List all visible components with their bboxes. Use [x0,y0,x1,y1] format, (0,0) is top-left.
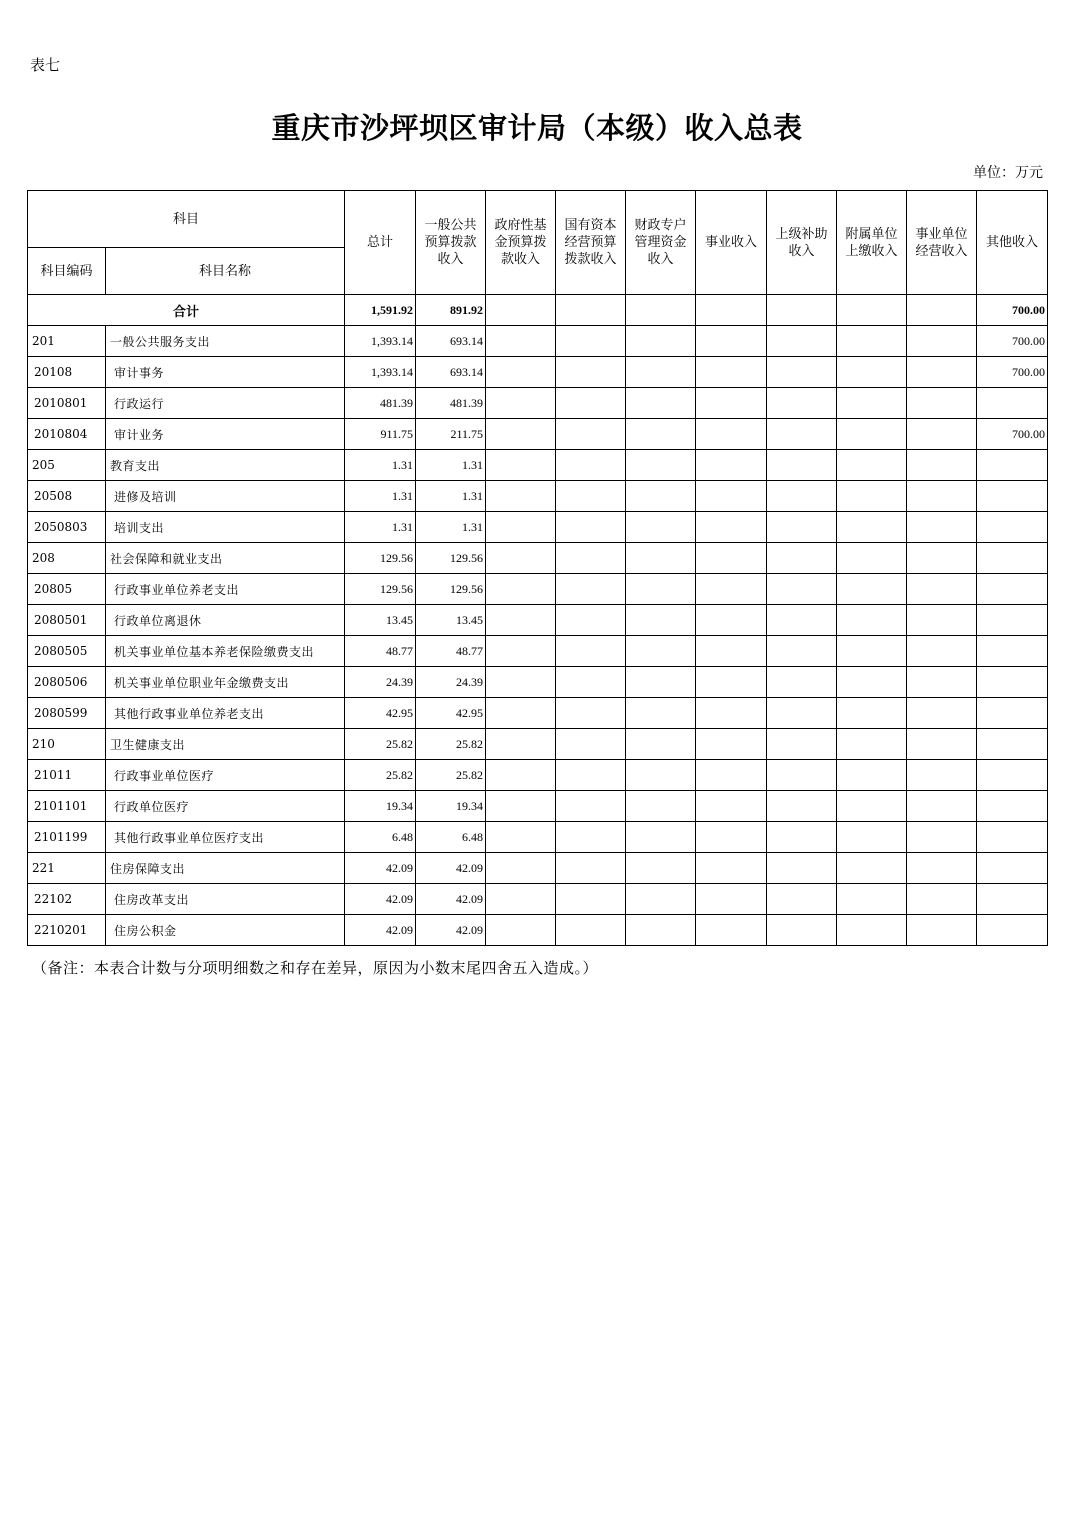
row-state-capital [556,760,626,791]
row-general-budget: 129.56 [416,543,486,574]
row-total: 42.09 [345,915,416,946]
row-other [977,915,1048,946]
row-gov-fund [486,419,556,450]
row-operating [907,419,977,450]
row-special-fund [626,357,696,388]
row-general-budget: 25.82 [416,729,486,760]
row-business [696,326,767,357]
row-operating [907,884,977,915]
row-gov-fund [486,729,556,760]
row-affiliated [837,388,907,419]
row-total: 1.31 [345,450,416,481]
row-gov-fund [486,450,556,481]
row-state-capital [556,915,626,946]
row-general-budget: 481.39 [416,388,486,419]
row-name: 一般公共服务支出 [106,326,345,357]
header-state-capital: 国有资本经营预算拨款收入 [556,191,626,295]
table-row [28,636,1048,667]
row-state-capital [556,605,626,636]
table-row [28,791,1048,822]
row-name: 住房公积金 [106,915,345,946]
row-name: 培训支出 [106,512,345,543]
row-business [696,667,767,698]
totals-superior-subsidy [767,295,837,326]
row-general-budget: 211.75 [416,419,486,450]
row-state-capital [556,450,626,481]
row-superior-subsidy [767,636,837,667]
row-gov-fund [486,636,556,667]
row-special-fund [626,729,696,760]
row-other [977,822,1048,853]
row-superior-subsidy [767,667,837,698]
row-business [696,512,767,543]
row-affiliated [837,543,907,574]
totals-row [28,295,1048,326]
row-operating [907,357,977,388]
row-gov-fund [486,884,556,915]
row-name: 进修及培训 [106,481,345,512]
row-total: 19.34 [345,791,416,822]
row-operating [907,667,977,698]
totals-business [696,295,767,326]
row-code: 221 [28,853,106,884]
row-business [696,698,767,729]
header-name: 科目名称 [106,248,345,295]
totals-general-budget: 891.92 [416,295,486,326]
row-special-fund [626,512,696,543]
row-total: 1.31 [345,481,416,512]
row-superior-subsidy [767,574,837,605]
row-other [977,388,1048,419]
row-name: 教育支出 [106,450,345,481]
table-row [28,419,1048,450]
row-code: 2010804 [28,419,106,450]
header-affiliated: 附属单位上缴收入 [837,191,907,295]
row-special-fund [626,636,696,667]
row-special-fund [626,822,696,853]
row-state-capital [556,574,626,605]
row-gov-fund [486,481,556,512]
row-total: 48.77 [345,636,416,667]
row-other [977,853,1048,884]
row-gov-fund [486,760,556,791]
table-row [28,853,1048,884]
row-name: 行政运行 [106,388,345,419]
row-special-fund [626,791,696,822]
row-special-fund [626,388,696,419]
row-other [977,791,1048,822]
totals-operating [907,295,977,326]
row-superior-subsidy [767,419,837,450]
row-code: 201 [28,326,106,357]
table-row [28,543,1048,574]
row-gov-fund [486,543,556,574]
row-superior-subsidy [767,791,837,822]
row-superior-subsidy [767,822,837,853]
row-special-fund [626,574,696,605]
row-other [977,543,1048,574]
unit-label: 单位：万元 [973,165,1043,181]
totals-special-fund [626,295,696,326]
row-other [977,512,1048,543]
row-other: 700.00 [977,357,1048,388]
row-code: 2050803 [28,512,106,543]
row-special-fund [626,760,696,791]
row-affiliated [837,884,907,915]
row-special-fund [626,543,696,574]
header-subject: 科目 [28,191,345,248]
header-row-top [28,191,1048,248]
row-name: 行政事业单位医疗 [106,760,345,791]
row-total: 129.56 [345,543,416,574]
row-name: 住房改革支出 [106,884,345,915]
row-general-budget: 1.31 [416,512,486,543]
row-code: 2210201 [28,915,106,946]
row-name: 行政事业单位养老支出 [106,574,345,605]
row-gov-fund [486,853,556,884]
row-superior-subsidy [767,357,837,388]
row-general-budget: 25.82 [416,760,486,791]
row-total: 1,393.14 [345,357,416,388]
row-affiliated [837,574,907,605]
row-code: 2101199 [28,822,106,853]
row-name: 行政单位医疗 [106,791,345,822]
row-other [977,574,1048,605]
row-gov-fund [486,574,556,605]
row-other [977,450,1048,481]
row-name: 住房保障支出 [106,853,345,884]
row-affiliated [837,326,907,357]
row-affiliated [837,760,907,791]
row-code: 208 [28,543,106,574]
row-gov-fund [486,512,556,543]
row-code: 2101101 [28,791,106,822]
page-title: 重庆市沙坪坝区审计局（本级）收入总表 [271,111,803,145]
row-special-fund [626,450,696,481]
row-operating [907,915,977,946]
row-general-budget: 693.14 [416,357,486,388]
row-superior-subsidy [767,388,837,419]
row-state-capital [556,388,626,419]
row-code: 20508 [28,481,106,512]
row-gov-fund [486,326,556,357]
row-business [696,760,767,791]
row-state-capital [556,481,626,512]
row-business [696,357,767,388]
row-affiliated [837,822,907,853]
row-state-capital [556,884,626,915]
header-general-budget: 一般公共预算拨款收入 [416,191,486,295]
row-special-fund [626,419,696,450]
row-state-capital [556,667,626,698]
row-gov-fund [486,822,556,853]
row-special-fund [626,698,696,729]
table-row [28,884,1048,915]
income-summary-table [27,190,1048,946]
row-name: 审计事务 [106,357,345,388]
row-total: 42.09 [345,853,416,884]
row-superior-subsidy [767,853,837,884]
row-code: 20805 [28,574,106,605]
table-row [28,760,1048,791]
row-total: 129.56 [345,574,416,605]
row-gov-fund [486,357,556,388]
row-superior-subsidy [767,543,837,574]
row-operating [907,512,977,543]
row-affiliated [837,357,907,388]
row-operating [907,326,977,357]
row-code: 2010801 [28,388,106,419]
row-business [696,729,767,760]
footnote: （备注：本表合计数与分项明细数之和存在差异，原因为小数末尾四舍五入造成。） [32,959,599,977]
row-superior-subsidy [767,698,837,729]
row-name: 社会保障和就业支出 [106,543,345,574]
row-business [696,853,767,884]
row-state-capital [556,729,626,760]
row-total: 911.75 [345,419,416,450]
row-total: 6.48 [345,822,416,853]
row-superior-subsidy [767,481,837,512]
row-special-fund [626,915,696,946]
row-business [696,543,767,574]
row-affiliated [837,636,907,667]
row-code: 2080505 [28,636,106,667]
row-total: 481.39 [345,388,416,419]
table-row [28,357,1048,388]
row-other [977,884,1048,915]
row-general-budget: 1.31 [416,450,486,481]
row-business [696,636,767,667]
table-row [28,698,1048,729]
row-general-budget: 693.14 [416,326,486,357]
table-row [28,915,1048,946]
row-state-capital [556,698,626,729]
row-gov-fund [486,605,556,636]
row-general-budget: 42.09 [416,853,486,884]
row-code: 205 [28,450,106,481]
row-other: 700.00 [977,326,1048,357]
table-row [28,450,1048,481]
row-state-capital [556,791,626,822]
table-row [28,388,1048,419]
row-affiliated [837,605,907,636]
row-general-budget: 13.45 [416,605,486,636]
row-affiliated [837,729,907,760]
row-special-fund [626,481,696,512]
row-name: 行政单位离退休 [106,605,345,636]
row-gov-fund [486,667,556,698]
row-code: 2080501 [28,605,106,636]
totals-state-capital [556,295,626,326]
row-total: 1,393.14 [345,326,416,357]
row-special-fund [626,853,696,884]
row-affiliated [837,481,907,512]
row-general-budget: 129.56 [416,574,486,605]
row-affiliated [837,791,907,822]
row-affiliated [837,450,907,481]
row-superior-subsidy [767,729,837,760]
row-general-budget: 42.09 [416,915,486,946]
table-row [28,326,1048,357]
row-name: 其他行政事业单位医疗支出 [106,822,345,853]
row-operating [907,543,977,574]
row-other [977,729,1048,760]
table-row [28,512,1048,543]
row-gov-fund [486,791,556,822]
row-code: 210 [28,729,106,760]
header-other: 其他收入 [977,191,1048,295]
row-special-fund [626,667,696,698]
header-gov-fund: 政府性基金预算拨款收入 [486,191,556,295]
row-general-budget: 24.39 [416,667,486,698]
row-superior-subsidy [767,915,837,946]
row-state-capital [556,636,626,667]
row-name: 卫生健康支出 [106,729,345,760]
row-superior-subsidy [767,605,837,636]
row-operating [907,822,977,853]
row-state-capital [556,419,626,450]
row-gov-fund [486,915,556,946]
row-state-capital [556,543,626,574]
row-general-budget: 19.34 [416,791,486,822]
row-code: 2080506 [28,667,106,698]
row-business [696,419,767,450]
row-business [696,605,767,636]
row-special-fund [626,884,696,915]
row-state-capital [556,357,626,388]
row-code: 20108 [28,357,106,388]
row-affiliated [837,698,907,729]
row-superior-subsidy [767,326,837,357]
row-operating [907,698,977,729]
table-row [28,822,1048,853]
table-row [28,574,1048,605]
totals-affiliated [837,295,907,326]
row-state-capital [556,326,626,357]
row-other: 700.00 [977,419,1048,450]
row-code: 21011 [28,760,106,791]
totals-gov-fund [486,295,556,326]
row-operating [907,853,977,884]
table-row [28,605,1048,636]
row-operating [907,605,977,636]
table-row [28,481,1048,512]
row-business [696,791,767,822]
row-other [977,760,1048,791]
row-state-capital [556,853,626,884]
row-operating [907,450,977,481]
row-general-budget: 48.77 [416,636,486,667]
row-superior-subsidy [767,450,837,481]
row-other [977,605,1048,636]
row-code: 22102 [28,884,106,915]
row-operating [907,760,977,791]
row-other [977,667,1048,698]
row-total: 25.82 [345,760,416,791]
header-superior-subsidy: 上级补助收入 [767,191,837,295]
row-operating [907,574,977,605]
header-code: 科目编码 [28,248,106,295]
row-superior-subsidy [767,884,837,915]
row-superior-subsidy [767,512,837,543]
header-total: 总计 [345,191,416,295]
row-business [696,574,767,605]
row-code: 2080599 [28,698,106,729]
row-total: 25.82 [345,729,416,760]
header-special-fund: 财政专户管理资金收入 [626,191,696,295]
row-operating [907,388,977,419]
row-business [696,481,767,512]
header-operating: 事业单位经营收入 [907,191,977,295]
row-total: 42.09 [345,884,416,915]
row-name: 审计业务 [106,419,345,450]
row-other [977,481,1048,512]
row-operating [907,481,977,512]
row-business [696,388,767,419]
row-total: 24.39 [345,667,416,698]
row-general-budget: 42.95 [416,698,486,729]
table-row [28,729,1048,760]
row-gov-fund [486,388,556,419]
row-name: 其他行政事业单位养老支出 [106,698,345,729]
row-affiliated [837,419,907,450]
row-operating [907,729,977,760]
row-affiliated [837,915,907,946]
totals-total: 1,591.92 [345,295,416,326]
row-business [696,450,767,481]
row-general-budget: 1.31 [416,481,486,512]
table-row [28,667,1048,698]
header-business: 事业收入 [696,191,767,295]
row-name: 机关事业单位职业年金缴费支出 [106,667,345,698]
row-business [696,884,767,915]
document-label: 表七 [30,56,61,74]
row-gov-fund [486,698,556,729]
row-operating [907,791,977,822]
row-business [696,822,767,853]
row-affiliated [837,853,907,884]
row-special-fund [626,605,696,636]
row-name: 机关事业单位基本养老保险缴费支出 [106,636,345,667]
row-business [696,915,767,946]
row-operating [907,636,977,667]
row-affiliated [837,667,907,698]
row-state-capital [556,512,626,543]
row-total: 1.31 [345,512,416,543]
row-affiliated [837,512,907,543]
row-superior-subsidy [767,760,837,791]
row-other [977,698,1048,729]
row-other [977,636,1048,667]
row-general-budget: 42.09 [416,884,486,915]
row-general-budget: 6.48 [416,822,486,853]
totals-label: 合计 [28,295,345,326]
totals-other: 700.00 [977,295,1048,326]
row-state-capital [556,822,626,853]
row-special-fund [626,326,696,357]
row-total: 42.95 [345,698,416,729]
table-body [28,326,1048,946]
row-total: 13.45 [345,605,416,636]
